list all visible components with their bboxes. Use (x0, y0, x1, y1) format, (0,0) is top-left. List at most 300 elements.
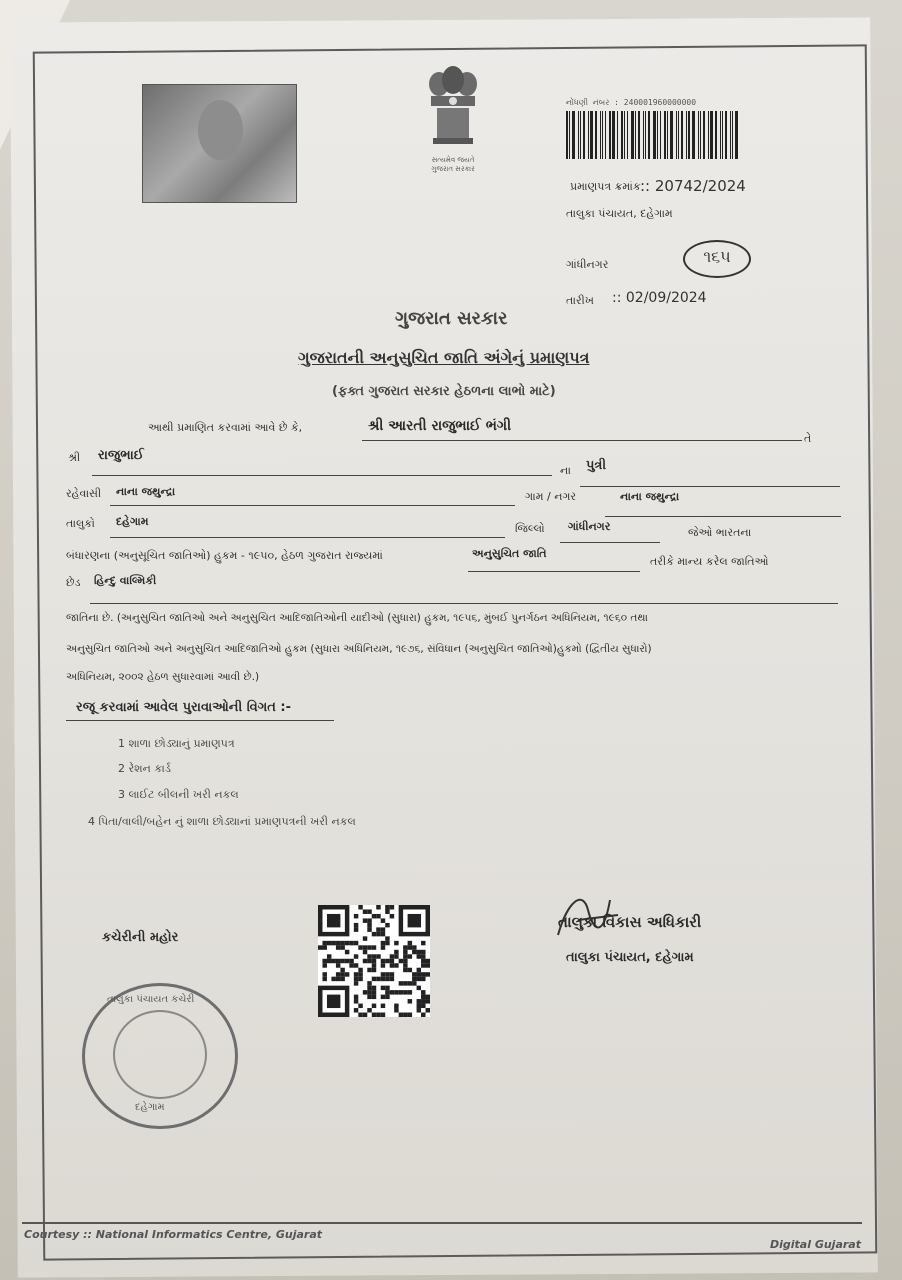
documents-heading-underline (66, 720, 334, 721)
qr-module (421, 1013, 425, 1017)
qr-finder (327, 995, 340, 1008)
qr-module (381, 1013, 385, 1017)
barcode-bar (572, 111, 575, 159)
qr-module (336, 941, 340, 945)
qr-module (426, 999, 430, 1003)
barcode-block (566, 98, 746, 158)
father-name-underline (92, 475, 552, 476)
qr-module (354, 941, 358, 945)
barcode-bar (600, 111, 601, 159)
qr-module (327, 954, 331, 958)
qr-module (354, 927, 358, 931)
qr-module (408, 990, 412, 994)
barcode-bar (624, 111, 625, 159)
father-prefix: શ્રી (68, 451, 81, 464)
barcode-bar (657, 111, 658, 159)
qr-module (408, 999, 412, 1003)
qr-module (363, 990, 367, 994)
qr-module (381, 963, 385, 967)
qr-module (322, 941, 326, 945)
qr-module (340, 977, 344, 981)
qr-module (354, 963, 358, 967)
qr-module (363, 950, 367, 954)
qr-module (381, 986, 385, 990)
qr-module (421, 977, 425, 981)
government-title: ગુજરાત સરકાર (395, 308, 508, 329)
officer-office: તાલુકા પંચાયત, દહેગામ (566, 950, 694, 965)
qr-module (390, 954, 394, 958)
documents-heading: રજૂ કરવામાં આવેલ પુરાવાઓની વિગત :- (76, 700, 291, 715)
barcode-bar (631, 111, 634, 159)
qr-module (421, 959, 425, 963)
district-reference: ગાંધીનગર (566, 258, 609, 271)
qr-module (403, 963, 407, 967)
certify-suffix: તે (804, 432, 812, 445)
qr-module (385, 959, 389, 963)
qr-module (354, 999, 358, 1003)
qr-module (322, 959, 326, 963)
handwritten-number: ૧૬૫ (683, 240, 751, 278)
barcode-bar (678, 111, 679, 159)
qr-module (399, 1013, 403, 1017)
qr-module (358, 972, 362, 976)
qr-module (336, 959, 340, 963)
qr-module (367, 954, 371, 958)
district-label: જિલ્લો (515, 522, 545, 535)
document-item: 3 લાઈટ બીલની ખરી નકલ (118, 788, 239, 801)
qr-module (358, 945, 362, 949)
category: અનુસુચિત જાતિ (472, 547, 547, 560)
qr-module (408, 1013, 412, 1017)
qr-module (421, 995, 425, 999)
qr-module (381, 977, 385, 981)
qr-module (354, 923, 358, 927)
emblem-caption-line2: ગુજરાત સરકાર (431, 165, 475, 173)
qr-module (421, 999, 425, 1003)
barcode-bar (648, 111, 650, 159)
qr-module (426, 1008, 430, 1012)
qr-module (372, 932, 376, 936)
barcode-bar (670, 111, 673, 159)
qr-module (399, 990, 403, 994)
qr-module (403, 959, 407, 963)
village-label: ગામ / નગર (525, 490, 577, 503)
qr-module (363, 1013, 367, 1017)
qr-module (363, 936, 367, 940)
barcode-bar (700, 111, 701, 159)
taluka-label: તાલુકો (66, 517, 95, 530)
qr-module (363, 959, 367, 963)
seal-inner-ring (113, 1010, 207, 1099)
qr-module (381, 932, 385, 936)
qr-module (385, 905, 389, 909)
qr-module (426, 963, 430, 967)
legal-paragraph-line2: અનુસુચિત જાતિઓ અને અનુસુચિત આદિજાતિઓ હુકમ (સુધારા અધિનિયમ, ૧૯૭૬, સંવિધાન (અનુસુચિત જાતિઓ)હુકમો (દ્વિતીય સુધારો) (66, 643, 652, 655)
barcode-bar (710, 111, 713, 159)
issuer-office: તાલુકા પંચાયત, દહેગામ (566, 207, 673, 220)
residence: નાના જથુન્દ્રા (116, 485, 176, 498)
qr-module (412, 945, 416, 949)
barcode (566, 111, 746, 159)
residence-label: રહેવાસી (66, 487, 102, 500)
barcode-bar (635, 111, 636, 159)
qr-module (331, 941, 335, 945)
qr-module (417, 1004, 421, 1008)
barcode-bar (722, 111, 723, 159)
father-name: રાજુભાઈ (98, 448, 144, 463)
document-item: 1 શાળા છોડ્યાનું પ્રમાણપત્ર (118, 737, 235, 750)
qr-module (322, 963, 326, 967)
qr-module (408, 954, 412, 958)
barcode-bar (720, 111, 721, 159)
qr-module (385, 972, 389, 976)
qr-module (399, 959, 403, 963)
qr-module (363, 918, 367, 922)
qr-module (408, 981, 412, 985)
qr-module (372, 1004, 376, 1008)
qr-module (417, 999, 421, 1003)
qr-module (376, 932, 380, 936)
qr-module (376, 977, 380, 981)
barcode-bar (660, 111, 661, 159)
qr-module (372, 963, 376, 967)
qr-module (367, 909, 371, 913)
barcode-bar (735, 111, 738, 159)
barcode-bar (621, 111, 623, 159)
qr-module (421, 941, 425, 945)
taluka-underline (110, 537, 505, 538)
qr-module (372, 995, 376, 999)
qr-module (403, 945, 407, 949)
qr-module (376, 914, 380, 918)
qr-module (345, 972, 349, 976)
barcode-bar (703, 111, 705, 159)
qr-module (372, 990, 376, 994)
qr-module (367, 918, 371, 922)
qr-module (372, 914, 376, 918)
qr-module (372, 954, 376, 958)
barcode-bar (583, 111, 585, 159)
barcode-bar (590, 111, 593, 159)
certificate-subheading: (ફક્ત ગુજરાત સરકાર હેઠળના લાભો માટે) (332, 384, 556, 399)
qr-module (367, 986, 371, 990)
barcode-bar (605, 111, 606, 159)
qr-module (372, 959, 376, 963)
qr-module (403, 1013, 407, 1017)
qr-module (403, 950, 407, 954)
issue-date: :: 02/09/2024 (612, 290, 707, 306)
holder-photo (142, 84, 297, 203)
legal-paragraph-line3: અધિનિયમ, ૨૦૦૨ હેઠળ સુધારવામાં આવી છે.) (66, 671, 260, 683)
qr-module (403, 968, 407, 972)
qr-module (417, 986, 421, 990)
seal-text-top: તાલુકા પંચાયત કચેરી (107, 994, 195, 1005)
certificate-number: :: 20742/2024 (640, 177, 746, 195)
qr-module (381, 941, 385, 945)
qr-module (367, 1008, 371, 1012)
barcode-bar (645, 111, 646, 159)
qr-module (390, 963, 394, 967)
certificate-heading: ગુજરાતની અનુસુચિત જાતિ અંગેનું પ્રમાણપત્ર (298, 348, 590, 367)
qr-module (354, 954, 358, 958)
officer-title: તાલુકા વિકાસ અધિકારી (558, 913, 702, 931)
qr-module (358, 1004, 362, 1008)
qr-module (336, 977, 340, 981)
barcode-bar (732, 111, 733, 159)
qr-module (358, 1013, 362, 1017)
qr-module (412, 981, 416, 985)
qr-module (367, 927, 371, 931)
qr-module (385, 909, 389, 913)
certificate-number-label: પ્રમાણપત્ર ક્રમાંક (570, 180, 641, 193)
qr-module (394, 941, 398, 945)
qr-module (385, 986, 389, 990)
qr-module (394, 963, 398, 967)
constitution-text: બંધારણના (અનુસૂચિત જાતિઓ) હુકમ - ૧૯૫૦, હેઠળ ગુજરાત રાજ્યમાં (66, 549, 383, 562)
qr-module (394, 1004, 398, 1008)
qr-module (340, 941, 344, 945)
qr-module (381, 972, 385, 976)
qr-module (318, 945, 322, 949)
qr-module (340, 972, 344, 976)
qr-module (354, 1008, 358, 1012)
qr-module (394, 954, 398, 958)
qr-module (417, 1008, 421, 1012)
qr-module (367, 945, 371, 949)
qr-module (421, 990, 425, 994)
relation-underline (580, 486, 840, 487)
qr-module (385, 923, 389, 927)
caste-underline (90, 603, 838, 604)
qr-module (426, 995, 430, 999)
caste: હિન્દુ વાલ્મિકી (94, 574, 157, 587)
qr-module (421, 1004, 425, 1008)
qr-module (426, 972, 430, 976)
qr-module (367, 995, 371, 999)
qr-module (340, 968, 344, 972)
qr-module (426, 959, 430, 963)
village: નાના જથુન્દ્રા (620, 490, 680, 503)
state-emblem (413, 62, 493, 177)
qr-module (381, 927, 385, 931)
qr-module (421, 963, 425, 967)
qr-module (390, 914, 394, 918)
qr-module (358, 968, 362, 972)
qr-code (318, 905, 430, 1017)
village-underline (605, 516, 841, 517)
qr-module (372, 1013, 376, 1017)
document-item: 4 પિતા/વાલી/બહેન નું શાળા છોડ્યાનાં પ્રમાણપત્રની ખરી નકલ (88, 815, 356, 828)
barcode-bar (692, 111, 695, 159)
qr-module (322, 945, 326, 949)
barcode-bar (698, 111, 699, 159)
photo-face (198, 100, 243, 160)
recognized-text: તરીકે માન્ય કરેલ જાતિઓ (650, 555, 769, 568)
qr-module (349, 959, 353, 963)
qr-module (372, 977, 376, 981)
barcode-bar (609, 111, 611, 159)
qr-finder (408, 914, 421, 927)
office-stamp-label: કચેરીની મહોર (102, 930, 179, 945)
qr-module (381, 1004, 385, 1008)
barcode-bar (664, 111, 666, 159)
qr-module (372, 986, 376, 990)
qr-finder (327, 914, 340, 927)
qr-module (354, 995, 358, 999)
barcode-bar (580, 111, 581, 159)
taluka: દહેગામ (116, 515, 149, 528)
qr-module (403, 954, 407, 958)
qr-module (408, 945, 412, 949)
qr-module (376, 927, 380, 931)
qr-module (331, 977, 335, 981)
barcode-bar (688, 111, 690, 159)
qr-module (394, 990, 398, 994)
barcode-bar (681, 111, 683, 159)
barcode-bar (725, 111, 727, 159)
qr-module (394, 1008, 398, 1012)
barcode-bar (595, 111, 597, 159)
qr-module (390, 972, 394, 976)
qr-module (336, 963, 340, 967)
qr-module (367, 990, 371, 994)
barcode-bar (569, 111, 570, 159)
qr-module (372, 945, 376, 949)
qr-module (417, 977, 421, 981)
qr-module (367, 968, 371, 972)
qr-module (385, 936, 389, 940)
barcode-bar (643, 111, 644, 159)
barcode-bar (566, 111, 568, 159)
barcode-bar (708, 111, 709, 159)
qr-module (376, 905, 380, 909)
barcode-bar (612, 111, 615, 159)
barcode-bar (676, 111, 677, 159)
footer-rule (22, 1222, 862, 1224)
qr-module (417, 968, 421, 972)
qr-module (381, 945, 385, 949)
qr-module (349, 963, 353, 967)
ashoka-emblem-icon (413, 62, 493, 152)
qr-module (417, 954, 421, 958)
qr-module (358, 905, 362, 909)
qr-module (358, 977, 362, 981)
qr-module (367, 981, 371, 985)
certify-prefix: આથી પ્રમાણિત કરવામાં આવે છે કે, (148, 421, 303, 434)
qr-module (336, 972, 340, 976)
barcode-bar (602, 111, 603, 159)
barcode-bar (617, 111, 618, 159)
qr-module (372, 968, 376, 972)
qr-module (354, 914, 358, 918)
office-seal (82, 983, 238, 1129)
qr-module (345, 941, 349, 945)
qr-module (390, 977, 394, 981)
qr-module (331, 959, 335, 963)
qr-module (394, 950, 398, 954)
qr-module (385, 941, 389, 945)
qr-module (354, 977, 358, 981)
barcode-bar (638, 111, 640, 159)
qr-module (403, 990, 407, 994)
category-underline (468, 571, 640, 572)
qr-module (390, 990, 394, 994)
barcode-bar (730, 111, 731, 159)
qr-module (417, 950, 421, 954)
qr-module (421, 950, 425, 954)
qr-module (376, 1013, 380, 1017)
holder-name-underline (362, 440, 802, 441)
qr-module (349, 941, 353, 945)
qr-module (327, 941, 331, 945)
barcode-bar (588, 111, 589, 159)
barcode-bar (667, 111, 668, 159)
district-underline (560, 542, 660, 543)
qr-module (345, 959, 349, 963)
qr-module (390, 959, 394, 963)
qr-module (354, 972, 358, 976)
qr-module (363, 909, 367, 913)
qr-module (403, 981, 407, 985)
qr-module (336, 945, 340, 949)
qr-module (385, 990, 389, 994)
barcode-bar (578, 111, 579, 159)
residence-underline (110, 505, 515, 506)
qr-module (345, 950, 349, 954)
qr-module (381, 995, 385, 999)
district: ગાંધીનગર (568, 520, 611, 533)
qr-module (408, 941, 412, 945)
holder-name: શ્રી આરતી રાજુભાઈ ભંગી (368, 418, 512, 434)
qr-module (367, 959, 371, 963)
barcode-bar (715, 111, 717, 159)
qr-module (327, 959, 331, 963)
qr-module (421, 972, 425, 976)
qr-module (408, 968, 412, 972)
legal-paragraph-line1: જાતિના છે. (અનુસુચિત જાતિઓ અને અનુસુચિત આદિજાતિઓની યાદીઓ (સુધારા) હુકમ, ૧૯૫૬, મુંબઈ પુનર્ગઠન અધિનિયમ, ૧૯૬૦ તથા (66, 612, 648, 624)
india-text: જેઓ ભારતના (688, 526, 752, 539)
qr-module (412, 950, 416, 954)
barcode-bar (653, 111, 656, 159)
barcode-number: નોંધણી નંબર : 240001960000000 (566, 98, 697, 107)
qr-module (340, 959, 344, 963)
qr-module (381, 918, 385, 922)
emblem-caption-line1: સત્યમેવ જયતે (431, 156, 475, 164)
qr-module (390, 905, 394, 909)
barcode-bar (627, 111, 628, 159)
qr-module (421, 954, 425, 958)
footer-brand: Digital Gujarat (770, 1238, 861, 1251)
qr-module (412, 972, 416, 976)
relation-label: ના (560, 464, 571, 477)
footer-courtesy: Courtesy :: National Informatics Centre, Gujarat (24, 1228, 323, 1241)
seal-text-bottom: દહેગામ (135, 1102, 165, 1113)
qr-module (354, 981, 358, 985)
caste-label: છેડ (66, 576, 81, 589)
qr-module (376, 954, 380, 958)
qr-module (417, 972, 421, 976)
qr-module (385, 977, 389, 981)
qr-module (340, 945, 344, 949)
qr-module (322, 977, 326, 981)
qr-module (385, 995, 389, 999)
document-item: 2 રેશન કાર્ડ (118, 762, 171, 775)
barcode-bar (686, 111, 687, 159)
qr-module (363, 945, 367, 949)
qr-code-graphic (318, 905, 430, 1017)
qr-module (381, 959, 385, 963)
relation: પુત્રી (586, 458, 607, 473)
